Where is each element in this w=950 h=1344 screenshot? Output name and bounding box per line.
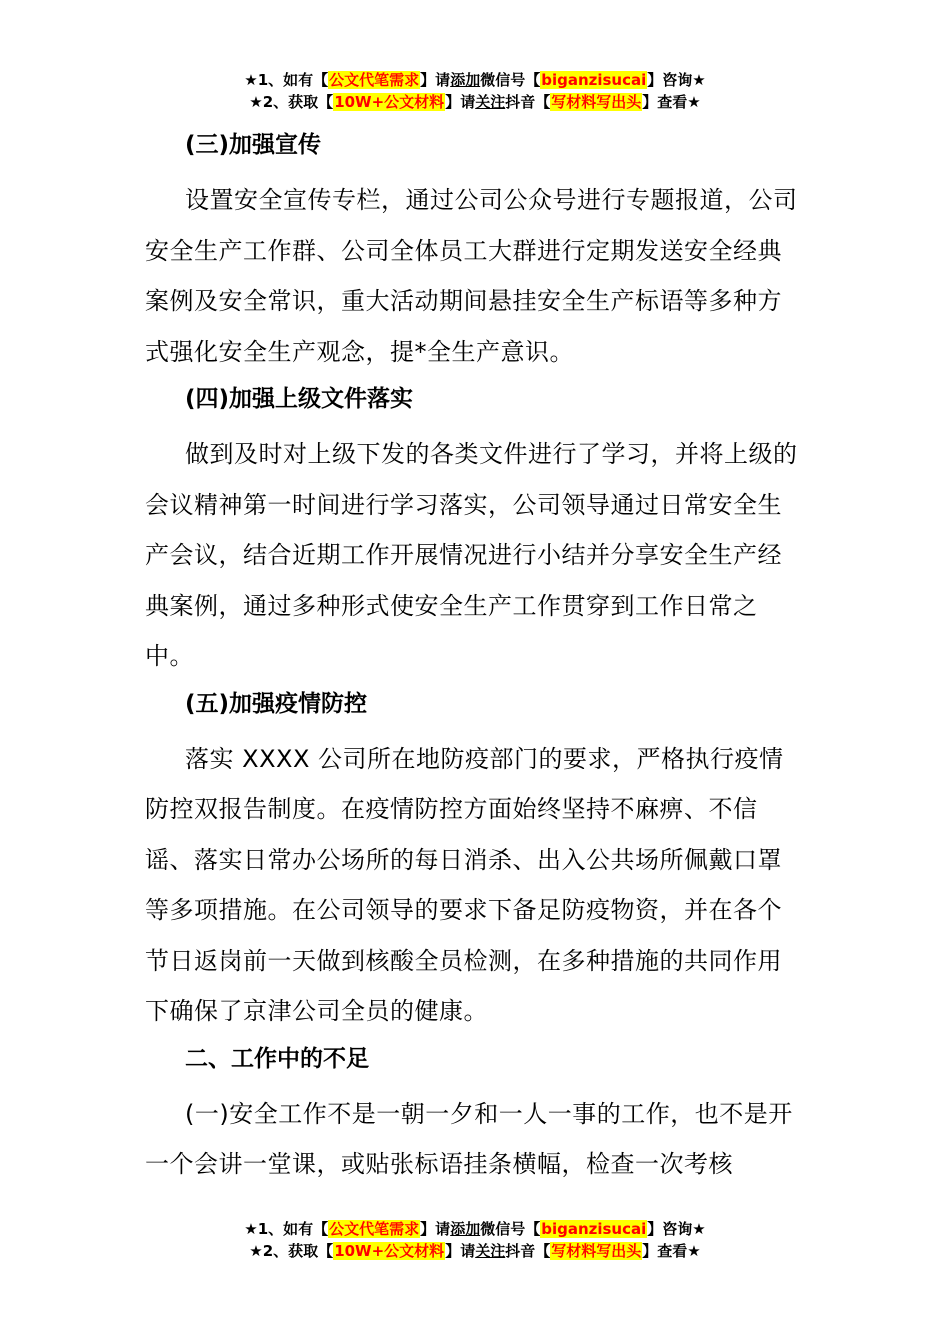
paragraph-shortfall: (一)安全工作不是一朝一夕和一人一事的工作，也不是开一个会讲一堂课，或贴张标语挂条横幅，检查一次考核 (145, 1099, 793, 1178)
paragraph-documents: 做到及时对上级下发的各类文件进行了学习，并将上级的会议精神第一时间进行学习落实，公司领导通过日常安全生产会议，结合近期工作开展情况进行小结并分享安全生产经典案例，通过多种形式使安全生产工作贯穿到工作日常之中。 (145, 440, 798, 670)
promo-underline: 关注 (475, 1242, 506, 1260)
promo-highlight: 写材料写出头 (551, 93, 642, 111)
promo-banner-bottom (0, 1218, 950, 1262)
promo-highlight: 10W+公文材料 (334, 1242, 445, 1260)
promo-highlight: 公文代笔需求 (329, 71, 420, 89)
promo-text: 微信号【 (480, 1220, 541, 1238)
promo-underline: 添加 (450, 1220, 481, 1238)
promo-line-1 (0, 69, 950, 91)
promo-text: 抖音【 (505, 1242, 551, 1260)
promo-text: 】请 (445, 93, 476, 111)
heading-text: 二、工作中的不足 (185, 1045, 369, 1072)
heading-text: (三)加强宣传 (185, 132, 322, 158)
heading-text: (五)加强疫情防控 (185, 690, 368, 717)
promo-text: ★2、获取【 (249, 93, 334, 111)
promo-text: 】咨询★ (647, 1220, 706, 1238)
paragraph-publicity: 设置安全宣传专栏，通过公司公众号进行专题报道，公司安全生产工作群、公司全体员工大群进行定期发送安全经典案例及安全常识，重大活动期间悬挂安全生产标语等多种方式强化安全生产观念，提*全生产意识。 (145, 186, 798, 366)
heading-text: (四)加强上级文件落实 (185, 386, 414, 412)
section-heading-three (145, 123, 805, 167)
promo-highlight: 10W+公文材料 (334, 93, 445, 111)
promo-line-1 (0, 1218, 950, 1240)
promo-text: ★2、获取【 (249, 1242, 334, 1260)
promo-underline: 添加 (450, 71, 481, 89)
promo-text: 】请 (420, 1220, 451, 1238)
promo-highlight: biganzisucai (541, 71, 647, 89)
promo-highlight: biganzisucai (541, 1220, 647, 1238)
section-heading-four (145, 377, 805, 421)
promo-underline: 关注 (475, 93, 506, 111)
section-heading-two (145, 1037, 805, 1081)
promo-text: ★1、如有【 (244, 71, 329, 89)
promo-line-2 (0, 91, 950, 113)
promo-highlight: 写材料写出头 (551, 1242, 642, 1260)
paragraph-epidemic: 落实 XXXX 公司所在地防疫部门的要求，严格执行疫情防控双报告制度。在疫情防控方面始终坚持不麻痹、不信谣、落实日常办公场所的每日消杀、出入公共场所佩戴口罩等多项措施。在公司领导的要求下备足防疫物资，并在各个节日返岗前一天做到核酸全员检测，在多种措施的共同作用下确保了京津公司全员的健康。 (145, 744, 784, 1025)
section-heading-five (145, 682, 805, 726)
promo-text: 微信号【 (480, 71, 541, 89)
promo-text: 】查看★ (642, 93, 701, 111)
promo-text: 】咨询★ (647, 71, 706, 89)
promo-text: 】请 (445, 1242, 476, 1260)
promo-text: 】查看★ (642, 1242, 701, 1260)
promo-text: 】请 (420, 71, 451, 89)
promo-highlight: 公文代笔需求 (329, 1220, 420, 1238)
promo-banner-top (0, 69, 950, 113)
document-body (145, 123, 805, 1190)
promo-text: ★1、如有【 (244, 1220, 329, 1238)
promo-text: 抖音【 (505, 93, 551, 111)
promo-line-2 (0, 1240, 950, 1262)
